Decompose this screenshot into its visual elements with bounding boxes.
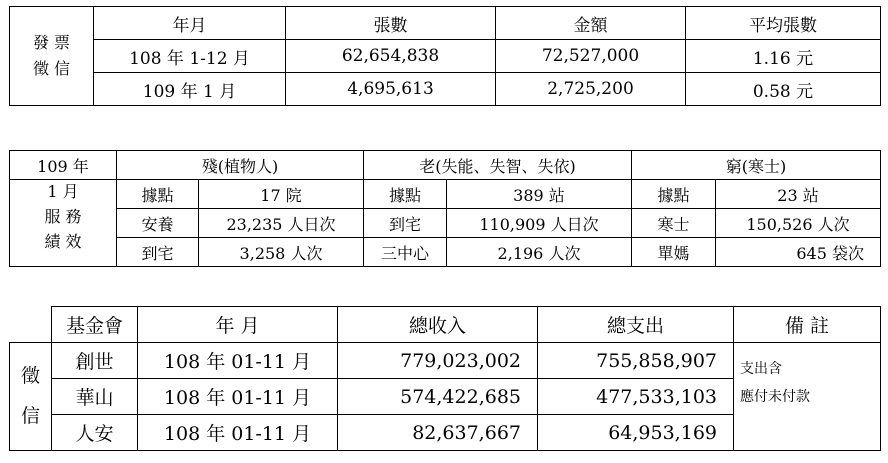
table-cell: 62,654,838 — [286, 40, 496, 73]
column-header: 金額 — [496, 7, 686, 40]
invoice-row-title — [10, 7, 94, 106]
table-cell: 單媽 — [632, 238, 716, 267]
table-cell: 4,695,613 — [286, 73, 496, 106]
empty-corner — [10, 307, 52, 343]
table-cell: 109 年 1 月 — [94, 73, 286, 106]
table-cell: 華山 — [52, 379, 138, 415]
table-cell: 150,526 人次 — [716, 209, 881, 238]
column-header: 總收入 — [338, 307, 538, 343]
table-row — [10, 40, 881, 73]
invoice-title-line1: 發 票 — [32, 33, 71, 53]
table-row — [10, 238, 881, 267]
table-cell: 108 年 01-11 月 — [138, 379, 338, 415]
foundation-table — [9, 306, 881, 451]
table-cell: 到宅 — [117, 238, 199, 267]
table-cell: 據點 — [632, 180, 716, 209]
column-header: 年月 — [94, 7, 286, 40]
group-header-elderly: 老(失能、失智、失依) — [364, 151, 632, 180]
table-cell: 108 年 01-11 月 — [138, 415, 338, 451]
foundation-side-label — [10, 343, 52, 451]
performance-table — [9, 150, 881, 267]
column-header: 平均張數 — [686, 7, 881, 40]
group-header-poor: 窮(寒士) — [632, 151, 881, 180]
column-header: 基金會 — [52, 307, 138, 343]
table-cell: 人安 — [52, 415, 138, 451]
table-cell: 82,637,667 — [338, 415, 538, 451]
table-cell: 574,422,685 — [338, 379, 538, 415]
column-header: 張數 — [286, 7, 496, 40]
table-cell: 據點 — [364, 180, 447, 209]
column-header: 備 註 — [734, 307, 881, 343]
table-row — [10, 7, 881, 40]
performance-title — [10, 180, 117, 267]
invoice-table — [9, 6, 881, 106]
table-cell: 477,533,103 — [538, 379, 734, 415]
table-cell: 389 站 — [447, 180, 632, 209]
performance-title-line3: 服 務 — [44, 206, 82, 226]
performance-title-line4: 績 效 — [44, 231, 82, 251]
note-line1: 支出含 — [740, 361, 782, 377]
table-cell: 645 袋次 — [716, 238, 881, 267]
table-cell: 2,725,200 — [496, 73, 686, 106]
column-header: 總支出 — [538, 307, 734, 343]
side-label-line1: 徵 — [20, 364, 40, 387]
table-cell: 寒士 — [632, 209, 716, 238]
table-cell: 110,909 人日次 — [447, 209, 632, 238]
table-row — [10, 307, 881, 343]
table-row — [10, 180, 881, 209]
group-header-disabled: 殘(植物人) — [117, 151, 364, 180]
table-cell: 64,953,169 — [538, 415, 734, 451]
table-row — [10, 209, 881, 238]
table-row — [10, 73, 881, 106]
table-cell: 72,527,000 — [496, 40, 686, 73]
remark-note — [734, 343, 881, 451]
note-line2: 應付未付款 — [740, 389, 810, 405]
table-cell: 3,258 人次 — [199, 238, 364, 267]
performance-title-year: 109 年 — [10, 151, 117, 180]
table-row — [10, 151, 881, 180]
table-cell: 0.58 元 — [686, 73, 881, 106]
table-cell: 23 站 — [716, 180, 881, 209]
side-label-line2: 信 — [20, 404, 40, 427]
performance-title-month: 1 月 — [47, 182, 79, 201]
table-cell: 創世 — [52, 343, 138, 379]
table-cell: 17 院 — [199, 180, 364, 209]
invoice-title-line2: 徵 信 — [32, 59, 71, 78]
table-cell: 2,196 人次 — [447, 238, 632, 267]
table-row — [10, 343, 881, 379]
table-cell: 到宅 — [364, 209, 447, 238]
table-cell: 779,023,002 — [338, 343, 538, 379]
table-cell: 755,858,907 — [538, 343, 734, 379]
table-cell: 安養 — [117, 209, 199, 238]
table-cell: 108 年 01-11 月 — [138, 343, 338, 379]
table-cell: 23,235 人日次 — [199, 209, 364, 238]
table-cell: 1.16 元 — [686, 40, 881, 73]
table-cell: 108 年 1-12 月 — [94, 40, 286, 73]
table-cell: 據點 — [117, 180, 199, 209]
column-header: 年 月 — [138, 307, 338, 343]
table-cell: 三中心 — [364, 238, 447, 267]
